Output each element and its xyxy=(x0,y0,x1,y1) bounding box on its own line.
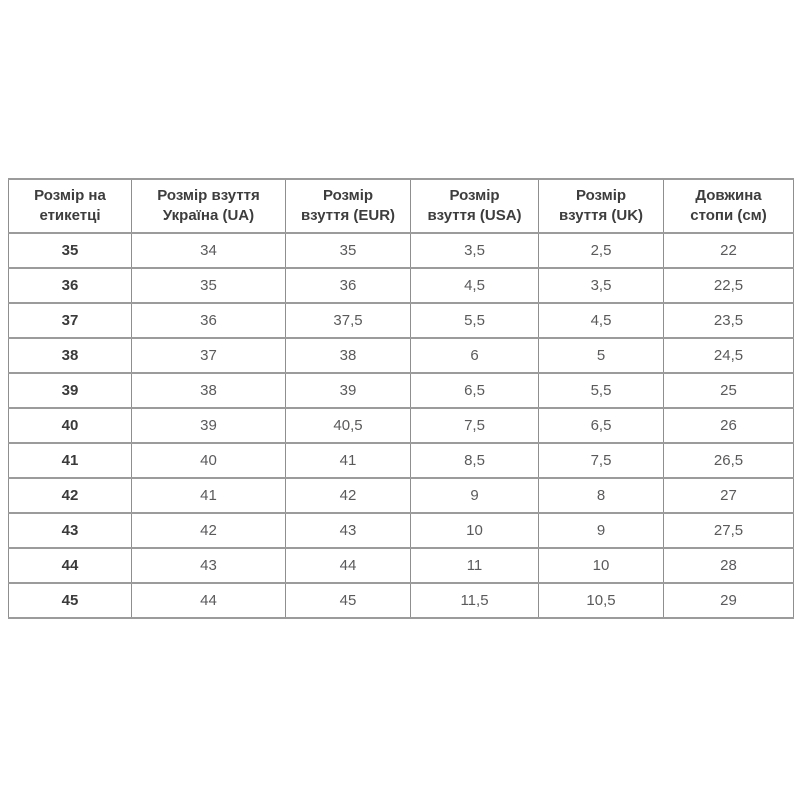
size-value-cell: 6,5 xyxy=(411,373,539,408)
size-value-cell: 6,5 xyxy=(539,408,664,443)
size-label-cell: 42 xyxy=(9,478,132,513)
size-value-cell: 27 xyxy=(664,478,794,513)
size-value-cell: 43 xyxy=(132,548,286,583)
col-header-line: Розмір взуття xyxy=(157,186,260,204)
col-header-line: Розмір на xyxy=(34,186,106,204)
size-value-cell: 37,5 xyxy=(286,303,411,338)
size-value-cell: 5 xyxy=(539,338,664,373)
size-value-cell: 40,5 xyxy=(286,408,411,443)
col-header-eur-size xyxy=(286,179,411,233)
col-header-ua-size xyxy=(132,179,286,233)
size-value-cell: 42 xyxy=(132,513,286,548)
col-header-line: стопи (см) xyxy=(690,207,767,224)
size-value-cell: 43 xyxy=(286,513,411,548)
size-value-cell: 26 xyxy=(664,408,794,443)
size-table-body xyxy=(9,233,794,618)
size-value-cell: 28 xyxy=(664,548,794,583)
size-conversion-table xyxy=(8,178,794,619)
table-row xyxy=(9,268,794,303)
size-value-cell: 3,5 xyxy=(411,233,539,268)
table-row xyxy=(9,373,794,408)
header-row xyxy=(9,179,794,233)
col-header-line: Розмір xyxy=(449,186,500,204)
size-value-cell: 22 xyxy=(664,233,794,268)
size-value-cell: 7,5 xyxy=(411,408,539,443)
size-value-cell: 27,5 xyxy=(664,513,794,548)
size-value-cell: 38 xyxy=(132,373,286,408)
size-value-cell: 29 xyxy=(664,583,794,618)
size-value-cell: 11 xyxy=(411,548,539,583)
size-value-cell: 38 xyxy=(286,338,411,373)
size-value-cell: 39 xyxy=(132,408,286,443)
size-value-cell: 45 xyxy=(286,583,411,618)
size-value-cell: 10 xyxy=(539,548,664,583)
size-value-cell: 2,5 xyxy=(539,233,664,268)
size-value-cell: 44 xyxy=(286,548,411,583)
col-header-usa-size xyxy=(411,179,539,233)
col-header-line: етикетці xyxy=(39,207,101,224)
size-label-cell: 43 xyxy=(9,513,132,548)
table-row xyxy=(9,478,794,513)
table-row xyxy=(9,338,794,373)
size-label-cell: 37 xyxy=(9,303,132,338)
size-value-cell: 25 xyxy=(664,373,794,408)
size-value-cell: 4,5 xyxy=(539,303,664,338)
size-label-cell: 35 xyxy=(9,233,132,268)
size-value-cell: 26,5 xyxy=(664,443,794,478)
size-value-cell: 34 xyxy=(132,233,286,268)
size-value-cell: 5,5 xyxy=(411,303,539,338)
size-label-cell: 45 xyxy=(9,583,132,618)
size-value-cell: 37 xyxy=(132,338,286,373)
size-value-cell: 36 xyxy=(132,303,286,338)
size-value-cell: 9 xyxy=(411,478,539,513)
size-table-header xyxy=(9,179,794,233)
table-row xyxy=(9,548,794,583)
size-label-cell: 40 xyxy=(9,408,132,443)
size-value-cell: 10,5 xyxy=(539,583,664,618)
size-value-cell: 22,5 xyxy=(664,268,794,303)
size-conversion-table-container xyxy=(8,178,794,619)
size-value-cell: 6 xyxy=(411,338,539,373)
size-value-cell: 8,5 xyxy=(411,443,539,478)
col-header-line: взуття (EUR) xyxy=(300,207,396,224)
size-value-cell: 44 xyxy=(132,583,286,618)
size-value-cell: 24,5 xyxy=(664,338,794,373)
table-row xyxy=(9,443,794,478)
table-row xyxy=(9,513,794,548)
size-value-cell: 10 xyxy=(411,513,539,548)
col-header-uk-size xyxy=(539,179,664,233)
col-header-line: Розмір xyxy=(322,186,374,204)
size-value-cell: 8 xyxy=(539,478,664,513)
size-value-cell: 40 xyxy=(132,443,286,478)
size-value-cell: 41 xyxy=(132,478,286,513)
table-row xyxy=(9,408,794,443)
size-label-cell: 41 xyxy=(9,443,132,478)
size-value-cell: 35 xyxy=(132,268,286,303)
size-value-cell: 7,5 xyxy=(539,443,664,478)
size-value-cell: 4,5 xyxy=(411,268,539,303)
size-value-cell: 35 xyxy=(286,233,411,268)
col-header-line: Розмір xyxy=(575,186,627,204)
table-row xyxy=(9,233,794,268)
table-row xyxy=(9,303,794,338)
size-label-cell: 36 xyxy=(9,268,132,303)
size-label-cell: 38 xyxy=(9,338,132,373)
table-row xyxy=(9,583,794,618)
size-label-cell: 39 xyxy=(9,373,132,408)
size-value-cell: 11,5 xyxy=(411,583,539,618)
col-header-line: Україна (UA) xyxy=(162,207,255,224)
col-header-label-size xyxy=(9,179,132,233)
size-value-cell: 5,5 xyxy=(539,373,664,408)
size-value-cell: 36 xyxy=(286,268,411,303)
col-header-line: Довжина xyxy=(695,186,762,204)
size-value-cell: 9 xyxy=(539,513,664,548)
col-header-line: взуття (UK) xyxy=(558,207,644,224)
size-value-cell: 3,5 xyxy=(539,268,664,303)
size-label-cell: 44 xyxy=(9,548,132,583)
col-header-foot-length xyxy=(664,179,794,233)
size-value-cell: 23,5 xyxy=(664,303,794,338)
size-value-cell: 42 xyxy=(286,478,411,513)
size-value-cell: 39 xyxy=(286,373,411,408)
size-value-cell: 41 xyxy=(286,443,411,478)
col-header-line: взуття (USA) xyxy=(427,207,522,224)
